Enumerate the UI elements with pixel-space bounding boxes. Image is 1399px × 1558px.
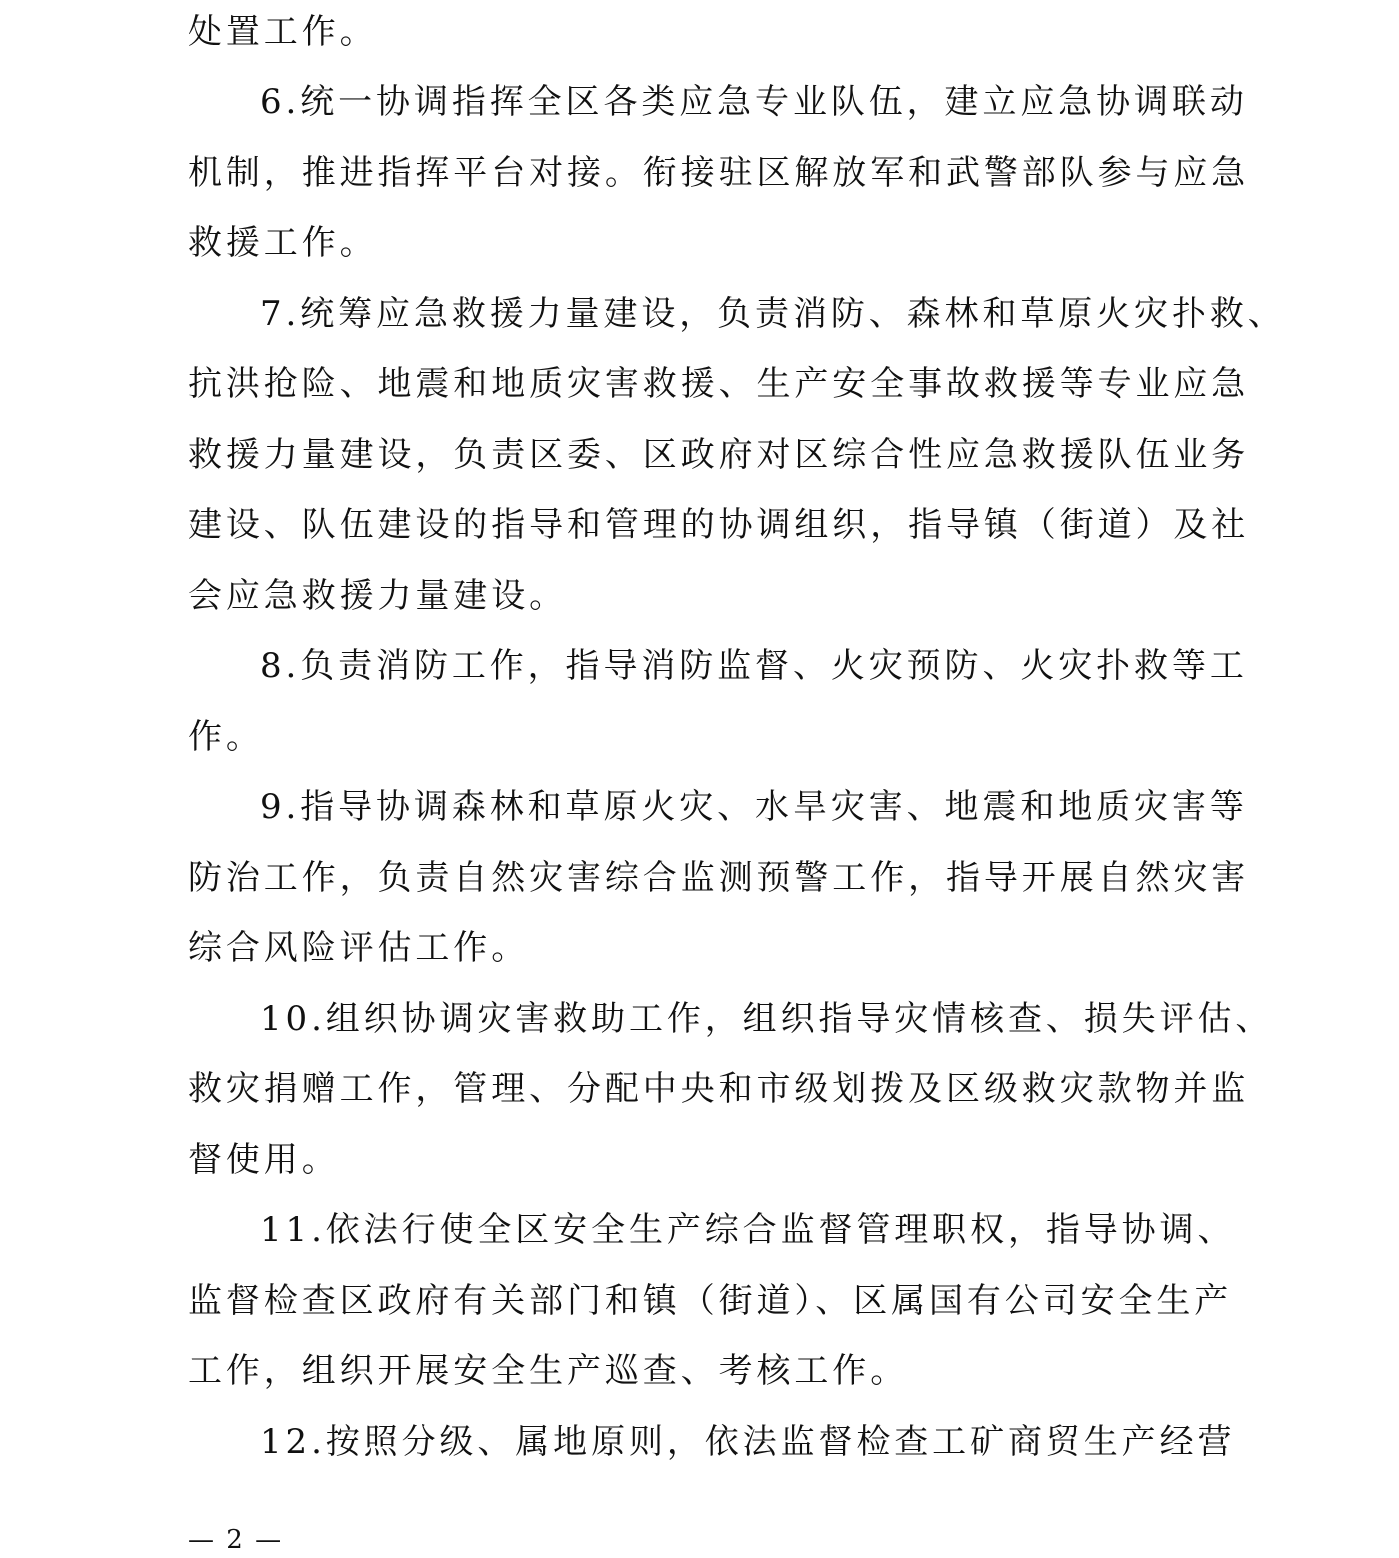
text-line: 处置工作。: [188, 12, 378, 52]
text-line: 救援工作。: [188, 223, 378, 263]
text-line: 建设、队伍建设的指导和管理的协调组织，指导镇（街道）及社: [188, 505, 1250, 545]
text-line: 10.组织协调灾害救助工作，组织指导灾情核查、损失评估、: [260, 999, 1274, 1039]
text-line: 综合风险评估工作。: [188, 928, 530, 968]
text-line: 救援力量建设，负责区委、区政府对区综合性应急救援队伍业务: [188, 435, 1250, 475]
text-line: 11.依法行使全区安全生产综合监督管理职权，指导协调、: [260, 1210, 1236, 1250]
text-line: 工作，组织开展安全生产巡查、考核工作。: [188, 1351, 909, 1391]
text-line: 作。: [188, 717, 264, 757]
text-line: 抗洪抢险、地震和地质灾害救援、生产安全事故救援等专业应急: [188, 364, 1250, 404]
text-line: 会应急救援力量建设。: [188, 576, 567, 616]
text-line: 救灾捐赠工作，管理、分配中央和市级划拨及区级救灾款物并监: [188, 1069, 1250, 1109]
text-line: 督使用。: [188, 1140, 340, 1180]
text-line: 8.负责消防工作，指导消防监督、火灾预防、火灾扑救等工: [260, 646, 1248, 686]
text-line: 监督检查区政府有关部门和镇（街道）、区属国有公司安全生产: [188, 1281, 1233, 1321]
text-line: 12.按照分级、属地原则，依法监督检查工矿商贸生产经营: [260, 1422, 1236, 1462]
text-line: 机制，推进指挥平台对接。衔接驻区解放军和武警部队参与应急: [188, 153, 1250, 193]
text-line: 6.统一协调指挥全区各类应急专业队伍，建立应急协调联动: [260, 82, 1248, 122]
text-line: 9.指导协调森林和草原火灾、水旱灾害、地震和地质灾害等: [260, 787, 1248, 827]
page-number: — 2 —: [188, 1525, 284, 1555]
text-line: 防治工作，负责自然灾害综合监测预警工作，指导开展自然灾害: [188, 858, 1250, 898]
text-line: 7.统筹应急救援力量建设，负责消防、森林和草原火灾扑救、: [260, 294, 1286, 334]
